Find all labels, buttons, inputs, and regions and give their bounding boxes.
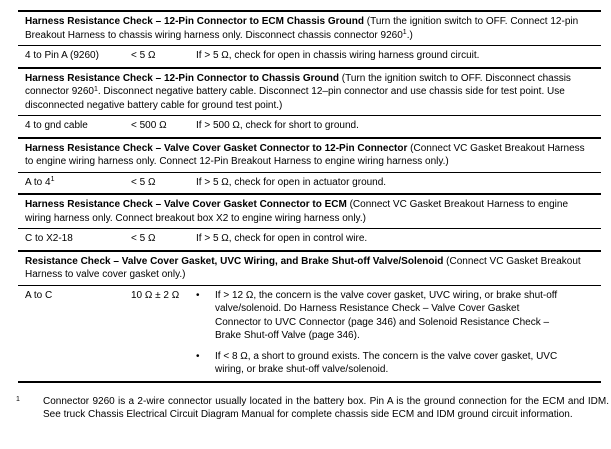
section-title: Resistance Check – Valve Cover Gasket, UVC Wiring, and Brake Shut-off Valve/Solenoid: [25, 255, 444, 267]
section-uvc-brake-shutoff: [18, 252, 601, 381]
footnote: [16, 395, 609, 421]
spec-cell: < 5 Ω: [131, 50, 156, 61]
table-row: [18, 116, 601, 137]
bullet-item: [196, 289, 594, 343]
section-header: [18, 139, 601, 173]
bullet-icon: •: [196, 350, 200, 362]
test-point-cell: A to $4^1$: [25, 176, 55, 188]
section-title: Harness Resistance Check – Valve Cover Gasket Connector to ECM: [25, 199, 347, 210]
bullet-text: If > 12 Ω, the concern is the valve cover gasket, UVC wiring, or brake shut-off valve/solenoid. Do Harness Resistance Check – Valve Cover Gasket Connector to UVC Connector (page 346) and Solenoid Resistance Check – Brake Shut-off Valve (page 346).: [215, 289, 558, 341]
section-note: (Turn the ignition switch to OFF. Disconnect chassis connector 9260$^1$. Disconnect negative battery cable. Disconnect 12–pin connector and use chassis side for test point. Use disconnected negative battery cable for ground test point.): [25, 72, 571, 111]
test-point-cell: A to C: [25, 289, 53, 301]
section-header: [18, 12, 601, 46]
resistance-check-table: [18, 10, 601, 383]
table-row: [18, 173, 601, 194]
bullet-item: [196, 350, 594, 377]
section-title: Harness Resistance Check – 12-Pin Connector to ECM Chassis Ground: [25, 16, 364, 27]
section-header: [18, 69, 601, 117]
section-vc-gasket-to-ecm: [18, 195, 601, 252]
comment-cell: If > 500 Ω, check for short to ground.: [196, 120, 359, 131]
comment-cell: If > 5 Ω, check for open in actuator ground.: [196, 176, 387, 188]
table-row: [18, 46, 601, 67]
section-note: (Turn the ignition switch to OFF. Connect 12-pin Breakout Harness to chassis wiring harness only. Disconnect chassis connector 9260$^1$.): [25, 16, 579, 41]
section-note: (Connect VC Gasket Breakout Harness to valve cover gasket only.): [25, 255, 581, 280]
comment-cell: [196, 289, 594, 377]
section-header: [18, 252, 601, 286]
test-point-cell: 4 to Pin A (9260): [25, 50, 99, 61]
table-row: [18, 229, 601, 250]
section-header: [18, 195, 601, 229]
section-ecm-chassis-ground: [18, 12, 601, 69]
spec-cell: < 5 Ω: [131, 176, 156, 188]
test-point-cell: C to X2-18: [25, 233, 73, 244]
footnote-ref: 1: [50, 176, 55, 183]
spec-cell: < 5 Ω: [131, 233, 156, 244]
comment-cell: If > 5 Ω, check for open in chassis wiring harness ground circuit.: [196, 50, 480, 61]
bullet-text: If < 8 Ω, a short to ground exists. The concern is the valve cover gasket, UVC wiring, or brake shut-off valve/solenoid.: [215, 350, 558, 375]
footnote-ref: 1: [93, 85, 98, 93]
spec-cell: < 500 Ω: [131, 120, 167, 131]
footnote-ref: 1: [402, 29, 407, 36]
comment-cell: If > 5 Ω, check for open in control wire.: [196, 233, 368, 244]
bullet-icon: •: [196, 289, 200, 301]
section-vc-gasket-to-12pin: [18, 139, 601, 196]
section-title: Harness Resistance Check – Valve Cover Gasket Connector to 12-Pin Connector: [25, 142, 408, 154]
section-chassis-ground: [18, 69, 601, 139]
test-point-cell: 4 to gnd cable: [25, 120, 88, 131]
section-note: (Connect VC Gasket Breakout Harness to engine wiring harness only. Connect breakout box X2 to engine wiring harness only.): [25, 199, 569, 224]
footnote-text: Connector 9260 is a 2-wire connector usually located in the battery box. Pin A is the ground connection for the ECM and IDM. See truck Chassis Electrical Circuit Diagram Manual for complete chassis side ECM and IDM ground circuit information.: [43, 396, 609, 420]
table-row: [18, 286, 601, 381]
footnote-marker: 1: [16, 396, 20, 403]
section-note: (Connect VC Gasket Breakout Harness to engine wiring harness only. Connect 12-Pin Breakout Harness to engine wiring harness only.): [25, 142, 585, 167]
section-title: Harness Resistance Check – 12-Pin Connector to Chassis Ground: [25, 72, 339, 84]
spec-cell: 10 Ω ± 2 Ω: [131, 289, 180, 301]
